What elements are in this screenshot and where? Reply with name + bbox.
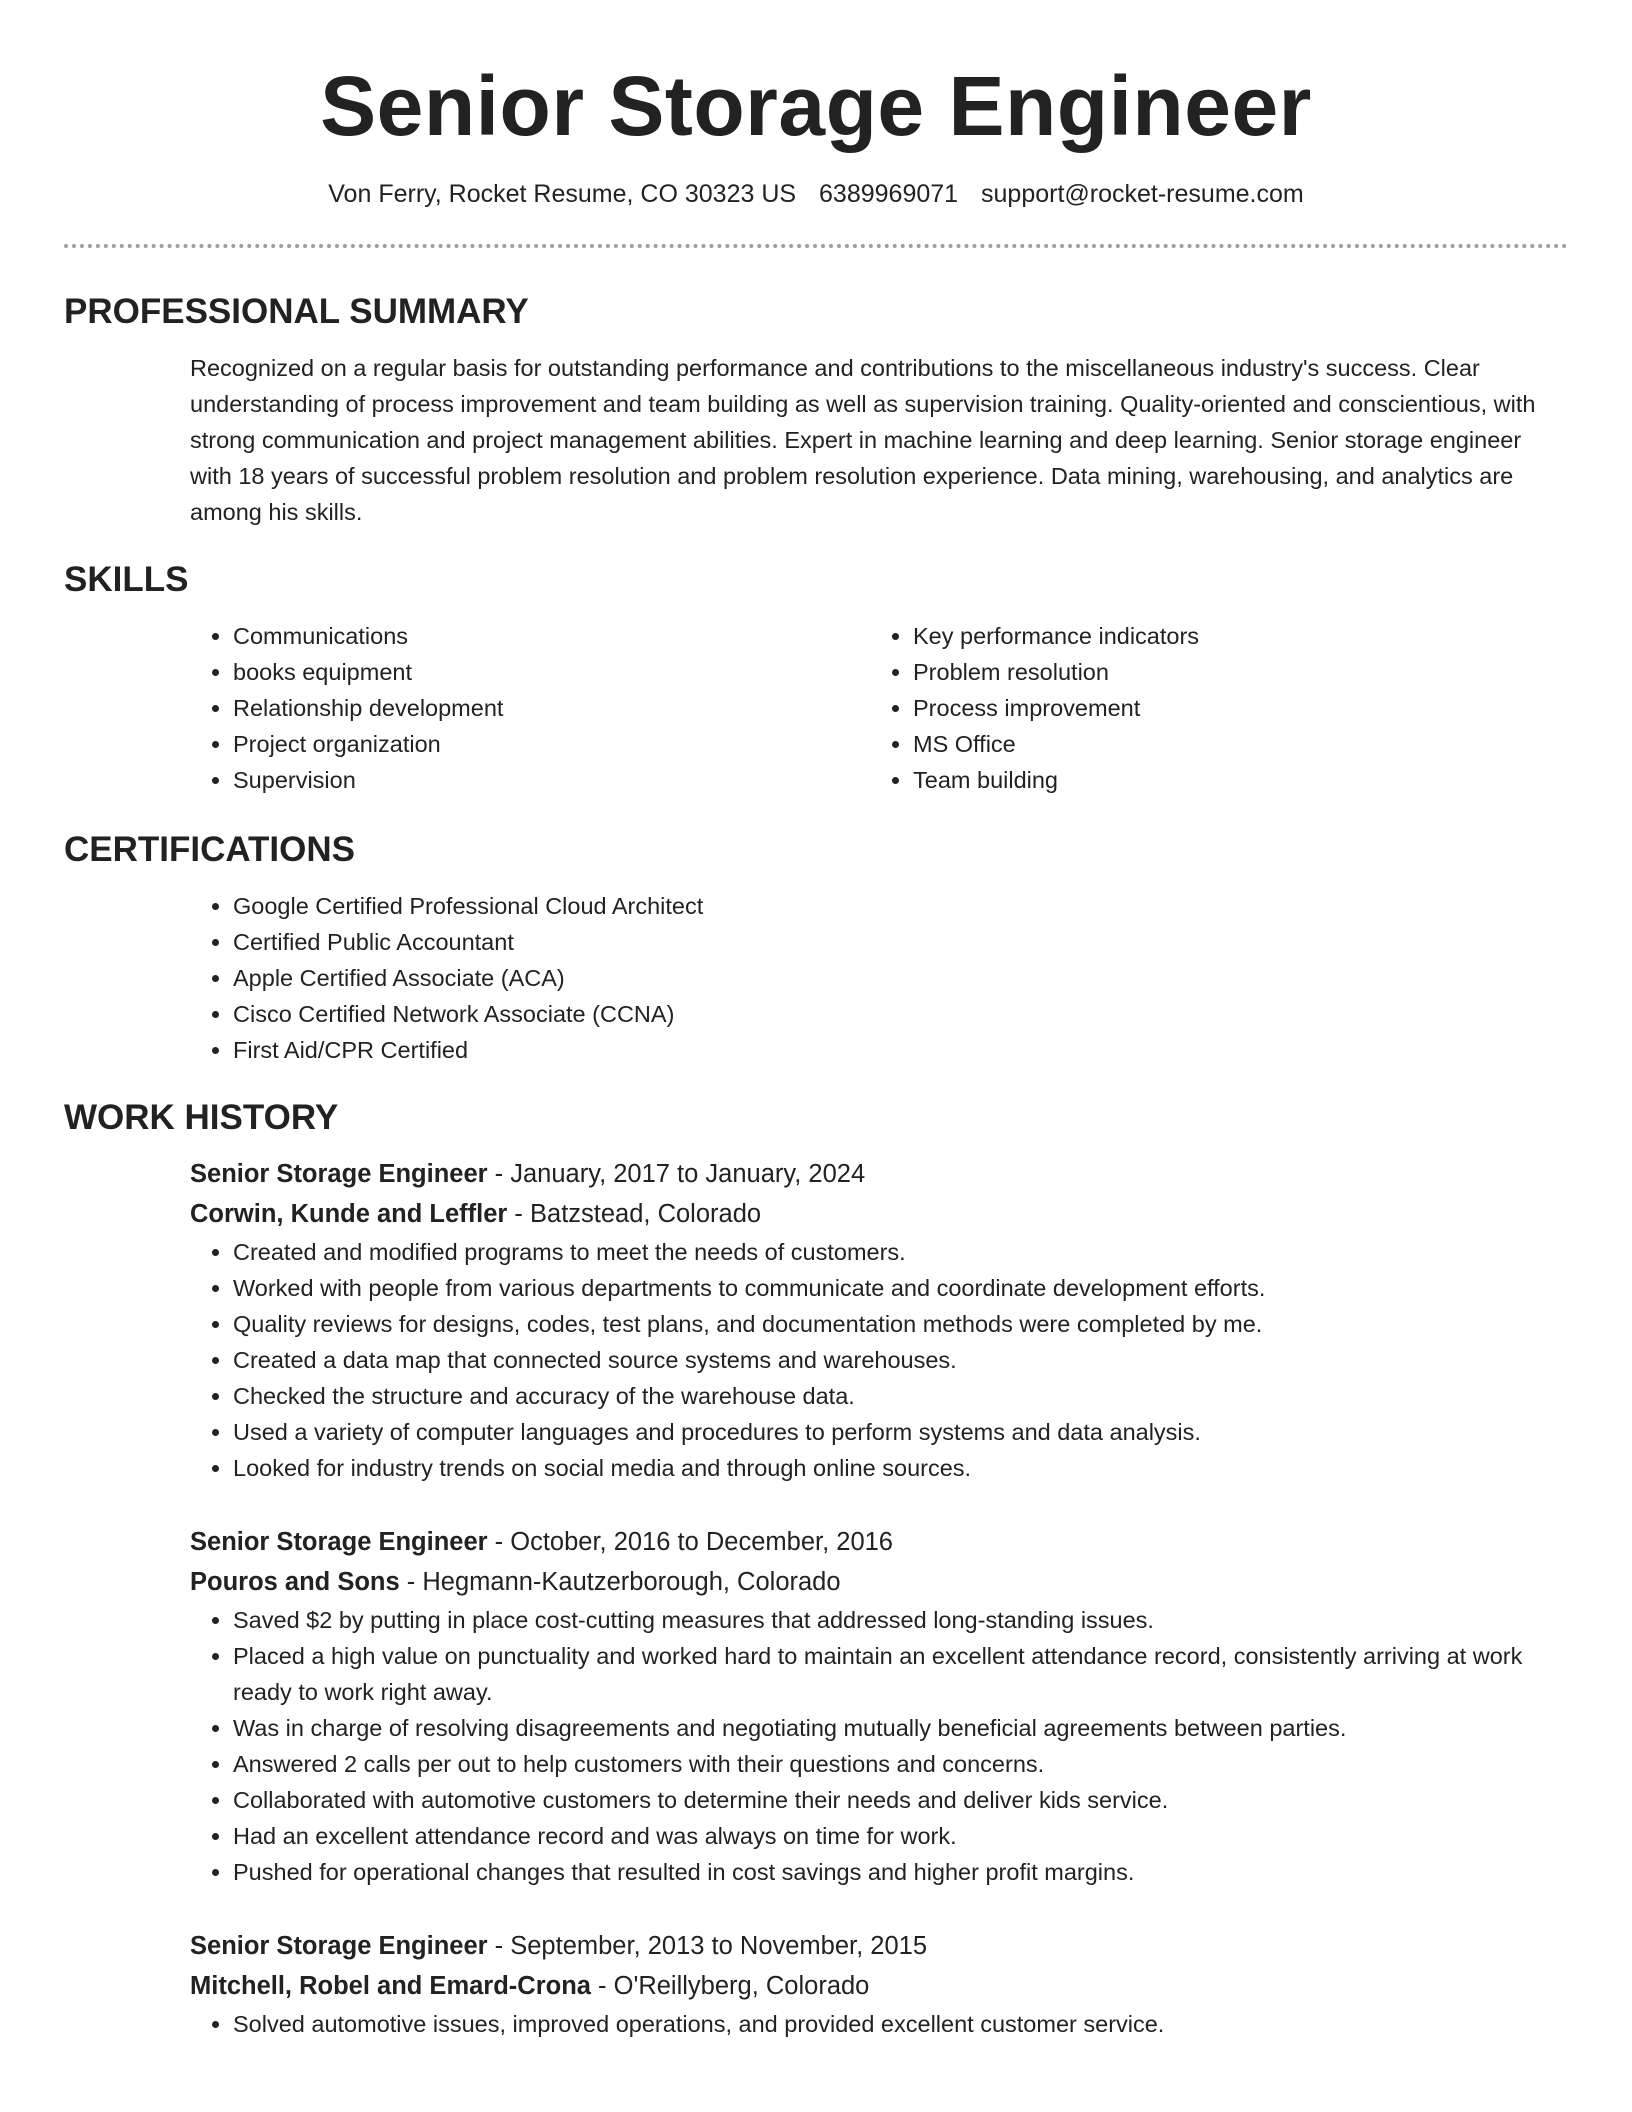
job-dates: - September, 2013 to November, 2015	[487, 1932, 928, 1960]
job-company: Mitchell, Robel and Emard-Crona	[190, 1972, 591, 2000]
skills-grid	[190, 618, 1568, 798]
skill-item: • Communications	[233, 618, 870, 654]
skill-item: • Supervision	[233, 762, 870, 798]
job-entry-2	[190, 1522, 1568, 1890]
job-location: - Batzstead, Colorado	[507, 1200, 762, 1228]
job-entry-3	[190, 1926, 1568, 2042]
job-bullet: • Collaborated with automotive customers to determine their needs and deliver kids service.	[233, 1782, 1568, 1818]
job-dates: - October, 2016 to December, 2016	[487, 1528, 893, 1556]
skills-column-left	[190, 618, 870, 798]
certification-item: • Apple Certified Associate (ACA)	[233, 960, 1568, 996]
job-bullet: • Created a data map that connected source systems and warehouses.	[233, 1342, 1568, 1378]
resume-name: Senior Storage Engineer	[320, 59, 1312, 153]
resume-page	[64, 0, 1568, 2042]
certification-item: • Certified Public Accountant	[233, 924, 1568, 960]
job-bullet: • Created and modified programs to meet the needs of customers.	[233, 1234, 1568, 1270]
job-title-line	[190, 1154, 1568, 1194]
work-history-heading: WORK HISTORY	[64, 1098, 339, 1137]
job-role: Senior Storage Engineer	[190, 1160, 488, 1188]
job-company: Pouros and Sons	[190, 1568, 400, 1596]
job-bullet: • Pushed for operational changes that resulted in cost savings and higher profit margins.	[233, 1854, 1568, 1890]
contact-email: support@rocket-resume.com	[981, 180, 1304, 208]
job-title-line	[190, 1522, 1568, 1562]
skill-item: • Team building	[913, 762, 1550, 798]
job-bullet: • Used a variety of computer languages and procedures to perform systems and data analysis.	[233, 1414, 1568, 1450]
contact-address: Von Ferry, Rocket Resume, CO 30323 US	[328, 180, 797, 208]
contact-line	[64, 178, 1568, 210]
job-bullet: • Answered 2 calls per out to help customers with their questions and concerns.	[233, 1746, 1568, 1782]
job-company-line	[190, 1562, 1568, 1602]
job-bullet: • Solved automotive issues, improved operations, and provided excellent customer service.	[233, 2006, 1568, 2042]
certification-item: • Cisco Certified Network Associate (CCNA)	[233, 996, 1568, 1032]
job-company-line	[190, 1966, 1568, 2006]
job-company-line	[190, 1194, 1568, 1234]
header-divider	[64, 244, 1568, 248]
job-location: - O'Reillyberg, Colorado	[590, 1972, 870, 2000]
certifications-heading: CERTIFICATIONS	[64, 830, 356, 869]
job-bullets	[190, 1234, 1568, 1486]
skill-item: • Key performance indicators	[913, 618, 1550, 654]
job-bullet: • Checked the structure and accuracy of the warehouse data.	[233, 1378, 1568, 1414]
contact-phone: 6389969071	[819, 180, 959, 208]
skill-item: • MS Office	[913, 726, 1550, 762]
skill-item: • books equipment	[233, 654, 870, 690]
job-bullets	[190, 2006, 1568, 2042]
job-bullet: • Placed a high value on punctuality and worked hard to maintain an excellent attendance record, consistently arriving at work ready to work right away.	[233, 1638, 1568, 1710]
job-company: Corwin, Kunde and Leffler	[190, 1200, 508, 1228]
skills-heading: SKILLS	[64, 560, 189, 599]
summary-heading: PROFESSIONAL SUMMARY	[64, 292, 529, 331]
job-dates: - January, 2017 to January, 2024	[487, 1160, 866, 1188]
job-role: Senior Storage Engineer	[190, 1932, 488, 1960]
skill-item: • Problem resolution	[913, 654, 1550, 690]
job-title-line	[190, 1926, 1568, 1966]
skill-item: • Project organization	[233, 726, 870, 762]
job-bullet: • Looked for industry trends on social media and through online sources.	[233, 1450, 1568, 1486]
job-bullet: • Was in charge of resolving disagreements and negotiating mutually beneficial agreements between parties.	[233, 1710, 1568, 1746]
job-location: - Hegmann-Kautzerborough, Colorado	[399, 1568, 841, 1596]
skills-column-right	[870, 618, 1550, 798]
certification-item: • First Aid/CPR Certified	[233, 1032, 1568, 1068]
skill-item: • Process improvement	[913, 690, 1550, 726]
job-bullet: • Saved $2 by putting in place cost-cutting measures that addressed long-standing issues.	[233, 1602, 1568, 1638]
skill-item: • Relationship development	[233, 690, 870, 726]
job-bullets	[190, 1602, 1568, 1890]
certifications-list	[190, 888, 1568, 1068]
summary-text: Recognized on a regular basis for outstanding performance and contributions to the miscellaneous industry's success. Clear understanding of process improvement and team building as well as supervision training. Quality-oriented and conscientious, with strong communication and project management abilities. Expert in machine learning and deep learning. Senior storage engineer with 18 years of successful problem resolution and problem resolution experience. Data mining, warehousing, and analytics are among his skills.	[190, 355, 1536, 525]
job-bullet: • Quality reviews for designs, codes, test plans, and documentation methods were completed by me.	[233, 1306, 1568, 1342]
job-entry-1	[190, 1154, 1568, 1486]
certification-item: • Google Certified Professional Cloud Architect	[233, 888, 1568, 924]
job-role: Senior Storage Engineer	[190, 1528, 488, 1556]
job-bullet: • Worked with people from various departments to communicate and coordinate development efforts.	[233, 1270, 1568, 1306]
job-bullet: • Had an excellent attendance record and was always on time for work.	[233, 1818, 1568, 1854]
